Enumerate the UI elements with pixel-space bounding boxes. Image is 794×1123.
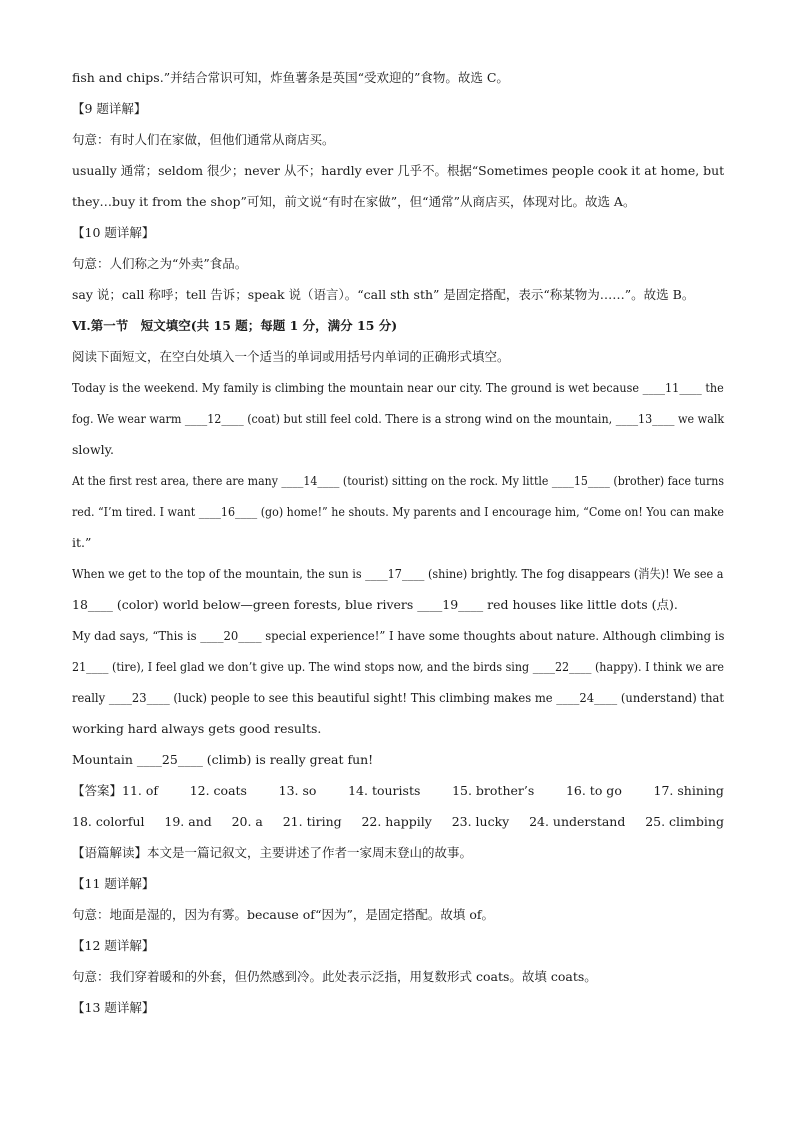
answer-item: 20. a bbox=[231, 814, 263, 829]
passage-line: Mountain ____25____ (climb) is really great fun! bbox=[72, 752, 374, 767]
section-heading: 【13 题详解】 bbox=[72, 1000, 155, 1015]
answer-item: 21. tiring bbox=[282, 814, 342, 829]
text-line: 句意：人们称之为“外卖”食品。 bbox=[72, 256, 248, 271]
passage-line: fog. We wear warm ____12____ (coat) but still feel cold. There is a strong wind on the mountain, ____13____ we walk bbox=[72, 411, 725, 426]
passage-line: 18____ (color) world below—green forests, blue rivers ____19____ red houses like little dots (点). bbox=[72, 597, 678, 612]
section-heading: 【10 题详解】 bbox=[72, 225, 155, 240]
passage-line: it.” bbox=[72, 535, 92, 550]
answer-item: 25. climbing bbox=[645, 814, 724, 829]
passage-line: really ____23____ (luck) people to see this beautiful sight! This climbing makes me ____24____ (understand) that bbox=[72, 690, 725, 705]
passage-line: My dad says, “This is ____20____ special experience!” I have some thoughts about nature. Although climbing is bbox=[72, 628, 725, 643]
answer-item: 24. understand bbox=[529, 814, 626, 829]
answer-item: 12. coats bbox=[189, 783, 247, 798]
instructions: 阅读下面短文，在空白处填入一个适当的单词或用括号内单词的正确形式填空。 bbox=[72, 349, 510, 364]
passage-line: red. “I’m tired. I want ____16____ (go) home!” he shouts. My parents and I encourage him, “Come on! You can make bbox=[72, 504, 724, 519]
answer-item: 19. and bbox=[164, 814, 212, 829]
answer-item: 【答案】11. of bbox=[72, 783, 159, 798]
section-heading: 【12 题详解】 bbox=[72, 938, 155, 953]
answer-item: 15. brother’s bbox=[452, 783, 535, 798]
answer-item: 13. so bbox=[278, 783, 317, 798]
text-line: 句意：有时人们在家做，但他们通常从商店买。 bbox=[72, 132, 335, 147]
section-heading: 【11 题详解】 bbox=[72, 876, 155, 891]
document-page bbox=[72, 62, 724, 1023]
passage-line: working hard always gets good results. bbox=[72, 721, 322, 736]
passage-line: slowly. bbox=[72, 442, 115, 457]
answers-row bbox=[72, 775, 724, 806]
text-line: they…buy it from the shop”可知，前文说“有时在家做”，但“通常”从商店买，体现对比。故选 A。 bbox=[72, 194, 636, 209]
part-heading: Ⅵ.第一节 短文填空(共 15 题；每题 1 分，满分 15 分) bbox=[72, 318, 398, 333]
text-line: 【语篇解读】本文是一篇记叙文，主要讲述了作者一家周末登山的故事。 bbox=[72, 845, 473, 860]
passage-line: At the first rest area, there are many ____14____ (tourist) sitting on the rock. My little ____15____ (brother) face turns bbox=[72, 473, 724, 488]
answer-item: 14. tourists bbox=[348, 783, 421, 798]
answer-item: 16. to go bbox=[565, 783, 622, 798]
text-line: 句意：我们穿着暖和的外套，但仍然感到冷。此处表示泛指，用复数形式 coats。故填 coats。 bbox=[72, 969, 597, 984]
passage-line: 21____ (tire), I feel glad we don’t give up. The wind stops now, and the birds sing ____22____ (happy). I think we are bbox=[72, 659, 724, 674]
answer-item: 22. happily bbox=[361, 814, 432, 829]
passage-line: Today is the weekend. My family is climbing the mountain near our city. The ground is wet because ____11____ the bbox=[72, 380, 724, 395]
answers-row bbox=[72, 806, 724, 837]
passage-line: When we get to the top of the mountain, the sun is ____17____ (shine) brightly. The fog disappears (消失)! We see a bbox=[72, 566, 724, 581]
text-line: 句意：地面是湿的，因为有雾。because of“因为”，是固定搭配。故填 of。 bbox=[72, 907, 494, 922]
answer-item: 17. shining bbox=[653, 783, 724, 798]
text-line: say 说；call 称呼；tell 告诉；speak 说（语言）。“call sth sth” 是固定搭配，表示“称某物为……”。故选 B。 bbox=[72, 287, 695, 302]
text-line: usually 通常；seldom 很少；never 从不；hardly ever 几乎不。根据“Sometimes people cook it at home, but bbox=[72, 163, 725, 178]
section-heading: 【9 题详解】 bbox=[72, 101, 147, 116]
answer-item: 18. colorful bbox=[72, 814, 145, 829]
answer-item: 23. lucky bbox=[451, 814, 510, 829]
text-line: fish and chips.”并结合常识可知，炸鱼薯条是英国“受欢迎的”食物。故选 C。 bbox=[72, 70, 509, 85]
